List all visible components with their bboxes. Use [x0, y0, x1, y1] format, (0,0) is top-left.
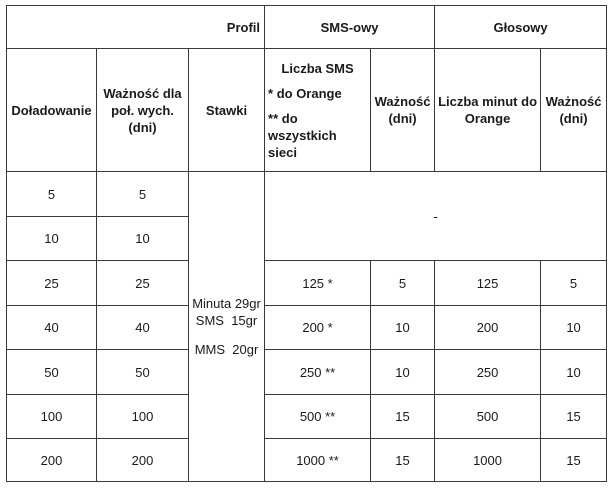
- topup-cell: 25: [7, 261, 97, 306]
- topup-cell: 100: [7, 395, 97, 439]
- sms-validity-cell: 15: [371, 395, 435, 439]
- table-row: [7, 350, 607, 395]
- topup-cell: 5: [7, 172, 97, 217]
- rate-minute: Minuta 29gr: [192, 296, 261, 311]
- voice-minutes-cell: 500: [435, 395, 541, 439]
- sms-validity-cell: 5: [371, 261, 435, 306]
- voice-minutes-cell: 1000: [435, 439, 541, 482]
- sms-count-cell: 1000 **: [265, 439, 371, 482]
- topup-cell: 40: [7, 306, 97, 350]
- rate-sms: SMS 15gr: [195, 313, 258, 328]
- sms-profile-header: SMS-owy: [265, 6, 435, 49]
- voice-validity-cell: 5: [541, 261, 607, 306]
- sms-count-title: Liczba SMS: [281, 60, 354, 76]
- topup-cell: 200: [7, 439, 97, 482]
- validity-cell: 200: [97, 439, 189, 482]
- header-row-columns: [7, 49, 607, 172]
- table-row: [7, 439, 607, 482]
- sms-validity-cell: 10: [371, 350, 435, 395]
- validity-cell: 50: [97, 350, 189, 395]
- header-row-profile: [7, 6, 607, 49]
- profile-label: Profil: [7, 6, 265, 49]
- validity-cell: 10: [97, 217, 189, 261]
- topup-cell: 10: [7, 217, 97, 261]
- voice-minutes-cell: 200: [435, 306, 541, 350]
- validity-header: Ważność dla poł. wych. (dni): [97, 49, 189, 172]
- voice-validity-cell: 15: [541, 439, 607, 482]
- table-row: [7, 395, 607, 439]
- topup-cell: 50: [7, 350, 97, 395]
- validity-cell: 5: [97, 172, 189, 217]
- rates-cell: [189, 172, 265, 482]
- sms-count-note-all: ** do wszystkich sieci: [268, 110, 337, 160]
- sms-count-note-orange: * do Orange: [268, 85, 342, 101]
- voice-validity-header: Ważność (dni): [541, 49, 607, 172]
- voice-validity-cell: 15: [541, 395, 607, 439]
- sms-count-cell: 250 **: [265, 350, 371, 395]
- sms-count-cell: 200 *: [265, 306, 371, 350]
- voice-validity-cell: 10: [541, 306, 607, 350]
- sms-validity-cell: 15: [371, 439, 435, 482]
- sms-count-cell: 500 **: [265, 395, 371, 439]
- voice-profile-header: Głosowy: [435, 6, 607, 49]
- sms-validity-header: Ważność (dni): [371, 49, 435, 172]
- table-row: [7, 261, 607, 306]
- voice-minutes-header: Liczba minut do Orange: [435, 49, 541, 172]
- tariff-table: [6, 5, 607, 482]
- topup-header: Doładowanie: [7, 49, 97, 172]
- table-row: [7, 306, 607, 350]
- sms-count-header: [265, 49, 371, 172]
- voice-validity-cell: 10: [541, 350, 607, 395]
- no-offer-cell: -: [265, 172, 607, 261]
- validity-cell: 25: [97, 261, 189, 306]
- rates-header: Stawki: [189, 49, 265, 172]
- rate-mms: MMS 20gr: [194, 342, 259, 357]
- sms-count-cell: 125 *: [265, 261, 371, 306]
- table-row: [7, 172, 607, 217]
- voice-minutes-cell: 250: [435, 350, 541, 395]
- sms-validity-cell: 10: [371, 306, 435, 350]
- validity-cell: 100: [97, 395, 189, 439]
- validity-cell: 40: [97, 306, 189, 350]
- voice-minutes-cell: 125: [435, 261, 541, 306]
